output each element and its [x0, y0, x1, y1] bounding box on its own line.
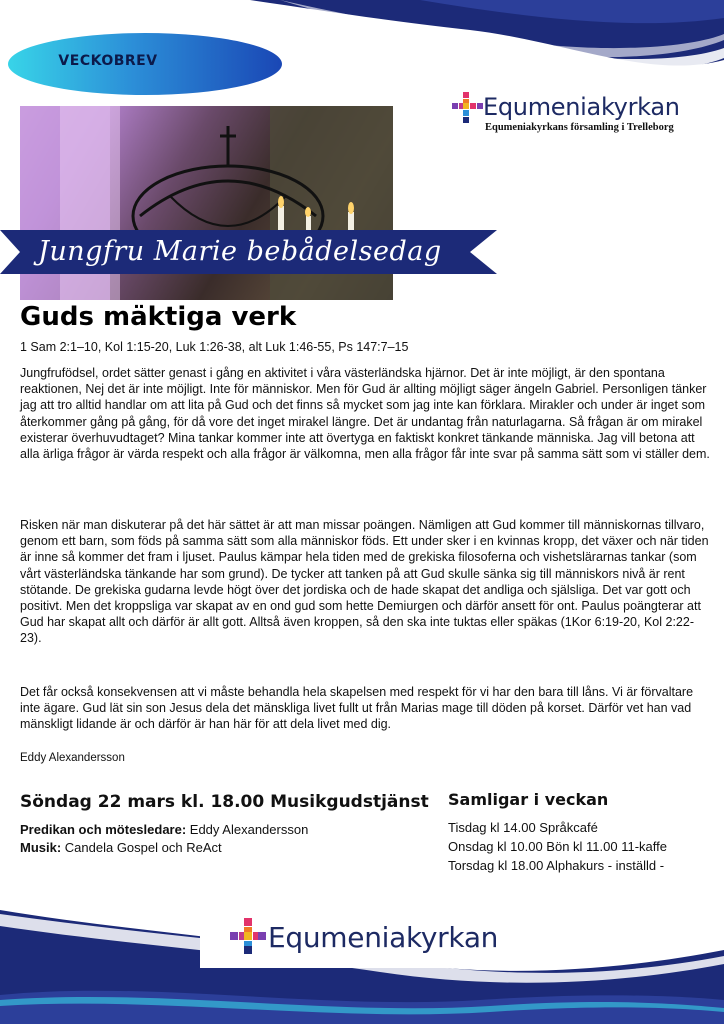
preacher-name: Eddy Alexandersson [186, 822, 309, 837]
bottom-wave-decoration [0, 900, 724, 1024]
logo-wordmark: Equmeniakyrkan [483, 93, 680, 121]
week-title: Samligar i veckan [448, 790, 609, 809]
service-title: Söndag 22 mars kl. 18.00 Musikgudstjänst [20, 792, 429, 812]
article-title: Guds mäktiga verk [20, 302, 297, 332]
article-paragraph: Risken när man diskuterar på det här sättet är att man missar poängen. Nämligen att Gud kommer till människornas tillvaro, genom ett barn, som föds på samma sätt som alla människor föds. Ett under sker i en kvinnas kropp, det växer och när tiden är inne så kommer det fram i ljuset. Paulus kämpar hela tiden med de grekiska filosoferna och vishetslärarnas tankar (som vårt västerländska tänkande har som grund). De tycker att tanken på att Gud skulle sänka sig till människors nivå är rent stötande. De grekiska gudarna levde högt över det jordiska och de hade skapat det andliga och själsliga. Det var gott och positivt. Men det kroppsliga var skapat av en ond gud som hette Demiurgen och därför ansett för ont. Paulus poängterar att Gud har skapat allt och därför är allt gott. Alltså även kroppen, så den ska inte tuktas eller späkas (1Kor 6:19-20, Kol 2:22-23). [20, 518, 709, 646]
logo-subtitle: Equmeniakyrkans församling i Trelleborg [485, 122, 674, 133]
article-author: Eddy Alexandersson [20, 752, 125, 764]
logo-cross-icon [452, 92, 480, 120]
music-label: Musik: [20, 840, 62, 855]
preacher-label: Predikan och mötesledare: [20, 822, 187, 837]
article-paragraph: Jungfrufödsel, ordet sätter genast i gång en aktivitet i våra västerländska hjärnor. Det är inte möjligt, är den spontana reaktionen, Nej det är inte möjligt. Inte för människor. Men för Gud är allting möjligt säger ängeln Gabriel. Personligen tänker jag att tro alltid handlar om att lita på Gud och det finns så mycket som jag inte kan förklara. Mirakler och under är inget som återkommer gång på gång, för då vore det inget mirakel längre. Det är undantag från naturlagarna. Så frågan är om mirakel existerar överhuvudtaget? Mina tankar kommer inte att övertyga en faktiskt konkret tänkande människa. Jag vill betona att alla ärliga frågor är värda respekt och alla frågor är välkomna, men alla frågor får inte svar på samma sätt som vi ställer dem. [20, 366, 710, 462]
article-paragraph: Det får också konsekvensen att vi måste behandla hela skapelsen med respekt för vi har den bara till låns. Vi är förvaltare inte ägare. Gud lät sin son Jesus dela det mänskliga livet fullt ut från Marias mage till döden på korset. Därför vet han vad mänskligt lidande är och därför är han här för att dela livet med dig. [20, 685, 694, 732]
week-item: Tisdag kl 14.00 Språkcafé [448, 820, 598, 835]
service-preacher [20, 822, 308, 837]
music-name: Candela Gospel och ReAct [61, 840, 222, 855]
week-item: Torsdag kl 18.00 Alphakurs - inställd - [448, 858, 665, 873]
week-item: Onsdag kl 10.00 Bön kl 11.00 11-kaffe [448, 839, 667, 854]
bible-references: 1 Sam 2:1–10, Kol 1:15-20, Luk 1:26-38, alt Luk 1:46-55, Ps 147:7–15 [20, 340, 409, 354]
service-music [20, 840, 222, 855]
banner-title: Jungfru Marie bebådelsedag [38, 236, 442, 267]
logo-cross-icon [230, 918, 266, 954]
newsletter-badge: VECKOBREV [58, 53, 158, 69]
footer-logo-wordmark: Equmeniakyrkan [268, 921, 499, 954]
